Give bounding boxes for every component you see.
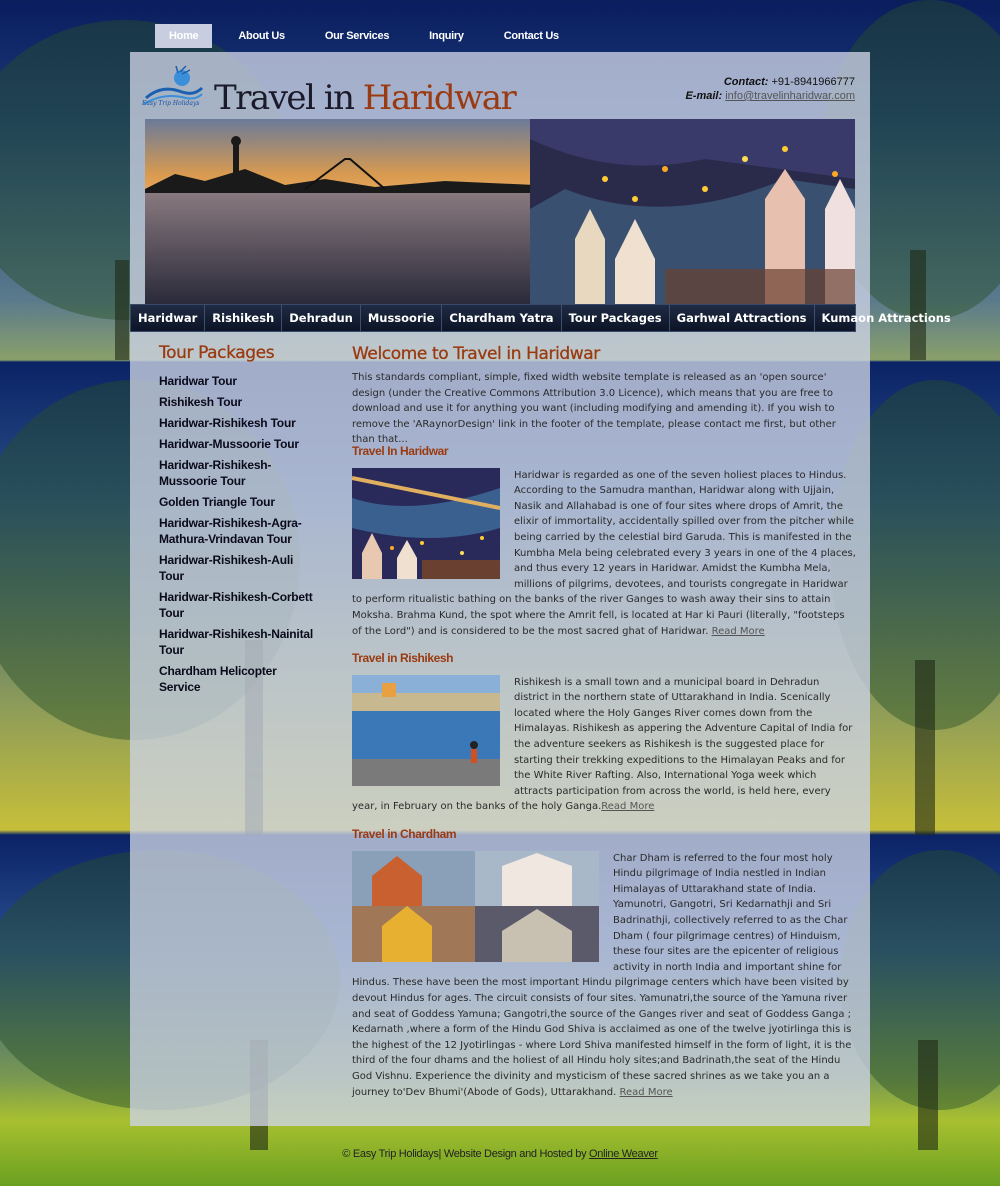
footer-text: © Easy Trip Holidays| Website Design and Hosted by (342, 1148, 590, 1160)
footer-link-online-weaver[interactable]: Online Weaver (589, 1148, 658, 1160)
topnav-contact-us[interactable]: Contact Us (503, 30, 559, 42)
sidebar-link-corbett-tour[interactable]: Haridwar-Rishikesh-Corbett Tour (159, 590, 313, 620)
background-tree-trunk (918, 1040, 938, 1150)
chardham-photo (352, 851, 599, 962)
contact-info (685, 75, 855, 103)
sidebar (159, 343, 319, 700)
topnav-our-services[interactable]: Our Services (324, 30, 390, 42)
read-more-link[interactable]: Read More (711, 625, 765, 637)
banner-image (145, 119, 855, 304)
sidebar-link-haridwar-tour[interactable]: Haridwar Tour (159, 374, 237, 388)
main-content (352, 343, 856, 1098)
intro-paragraph: This standards compliant, simple, fixed width website template is released as an 'open source' design (under the Creative Commons Attribution 3.0 Licence), which means that you are free to download and use it for anything you want (including modifying and amending it). If you wish to remove the 'ARaynorDesign' link in the footer of the template, please contact me first, but other than that... (352, 372, 836, 446)
sidebar-link-agra-mathura-vrindavan-tour[interactable]: Haridwar-Rishikesh-Agra-Mathura-Vrindavan Tour (159, 516, 302, 546)
background-tree-trunk (915, 660, 935, 835)
section-text: Char Dham is referred to the four most holy Hindu pilgrimage of India nestled in Indian Himalayas of Uttarakhand state of India. Yamunotri, Gangotri, Sri Kedarnathji and Sri Badrinathji, collectively referred to as the Char Dham ( four pilgrimage centres) of Hinduism, these four sites are the epicenter of religious activity in north India and important shine for Hindus. These have been the most important Hindu pilgrimage centers which have been visited by devout Hindus for ages. The circuit consists of four sites. Yamunatri,the source of the Yamuna river and seat of Goddess Yamuna; Gangotri,the source of the Ganges river and seat of Goddess Ganga ; Kedarnath ,where a form of the Hindu God Shiva is acclaimed as one of the twelve jyotirlinga this is the highest of the 12 Jyotirlingas - where Lord Shiva manifested himself in the form of light, it is the third of the four dhams and the holiest of all Hindu holy sites;and Badrinath,the seat of the Hindu God Vishnu. Experience the divinity and mysticism of these sacred shrines as we take you an a journey to'Dev Bhumi'(Abode of Gods), Uttarakhand. (352, 852, 852, 1098)
sidebar-link-golden-triangle-tour[interactable]: Golden Triangle Tour (159, 495, 275, 509)
site-title-part2: Haridwar (362, 78, 516, 118)
mainnav-kumaon-attractions[interactable]: Kumaon Attractions (821, 311, 951, 325)
section-title: Travel in Chardham (352, 827, 457, 841)
sidebar-link-nainital-tour[interactable]: Haridwar-Rishikesh-Nainital Tour (159, 627, 313, 657)
read-more-link[interactable]: Read More (601, 801, 655, 813)
email-link[interactable]: info@travelinharidwar.com (725, 90, 855, 102)
sidebar-link-haridwar-rishikesh-tour[interactable]: Haridwar-Rishikesh Tour (159, 416, 296, 430)
rishikesh-photo (352, 675, 500, 786)
section-haridwar (352, 444, 856, 639)
topnav-home[interactable]: Home (155, 24, 212, 48)
sidebar-link-rishikesh-tour[interactable]: Rishikesh Tour (159, 395, 242, 409)
email-label: E-mail: (685, 90, 723, 102)
mainnav-chardham-yatra[interactable]: Chardham Yatra (442, 305, 561, 331)
sidebar-link-haridwar-mussoorie-tour[interactable]: Haridwar-Mussoorie Tour (159, 437, 299, 451)
section-chardham (352, 827, 856, 1100)
sidebar-link-haridwar-rishikesh-mussoorie-tour[interactable]: Haridwar-Rishikesh-Mussoorie Tour (159, 458, 272, 488)
mainnav-rishikesh[interactable]: Rishikesh (205, 305, 282, 331)
sidebar-link-auli-tour[interactable]: Haridwar-Rishikesh-Auli Tour (159, 553, 294, 583)
mainnav-garhwal-attractions[interactable]: Garhwal Attractions (670, 305, 815, 331)
background-tree-trunk (115, 260, 129, 360)
section-title: Travel In Haridwar (352, 444, 449, 458)
section-text: Rishikesh is a small town and a municipal board in Dehradun district in the northern state of Uttarakhand in India. Scenically located where the Holy Ganges River comes down from the Himalayas. Rishikesh as appering the Adventure Capital of India for the adventure seekers as Rishikesh is the suggested place for starting their trekking expeditions to the Himalayan Peaks and for the White River Rafting. Also, International Yoga week which attracts participation from across the world, is held here, every year, in February on the banks of the holy Ganga. (352, 676, 853, 813)
mainnav-haridwar[interactable]: Haridwar (131, 305, 205, 331)
footer (0, 1148, 1000, 1160)
mainnav-mussoorie[interactable]: Mussoorie (361, 305, 443, 331)
top-navigation (155, 23, 585, 49)
mainnav-tour-packages[interactable]: Tour Packages (562, 305, 670, 331)
section-rishikesh (352, 651, 856, 815)
read-more-link[interactable]: Read More (619, 1086, 673, 1098)
mainnav-dehradun[interactable]: Dehradun (282, 305, 361, 331)
topnav-about-us[interactable]: About Us (238, 30, 285, 42)
section-text: Haridwar is regarded as one of the seven holiest places to Hindus. According to the Samudra manthan, Haridwar along with Ujjain, Nasik and Allahabad is one of four sites where drops of Amrit, the elixir of immortality, accidentally spilled over from the pitcher while being carried by the celestial bird Garuda. This is manifested in the Kumbha Mela being celebrated every 3 years in one of the 4 places, and thus every 12 years in Haridwar. Amidst the Kumbha Mela, millions of pilgrims, devotees, and tourists congregate in Haridwar to perform ritualistic bathing on the banks of the river Ganges to wash away their sins to attain Moksha. Brahma Kund, the spot where the Amrit fell, is located at Har ki Pauri (literally, "footsteps of the Lord") and is considered to be the most sacred ghat of Haridwar. (352, 469, 856, 637)
logo-text: Easy Trip Holidays (142, 100, 200, 107)
sidebar-heading: Tour Packages (159, 343, 275, 363)
sidebar-link-chardham-helicopter[interactable]: Chardham Helicopter Service (159, 664, 277, 694)
contact-label: Contact: (723, 76, 769, 88)
topnav-inquiry[interactable]: Inquiry (429, 30, 464, 42)
contact-phone: +91-8941966777 (771, 76, 855, 88)
main-navigation (130, 304, 951, 332)
section-title: Travel in Rishikesh (352, 651, 454, 665)
welcome-heading: Welcome to Travel in Haridwar (352, 344, 600, 364)
haridwar-photo (352, 468, 500, 579)
site-title-part1: Travel in (214, 78, 363, 118)
site-title (214, 78, 515, 118)
